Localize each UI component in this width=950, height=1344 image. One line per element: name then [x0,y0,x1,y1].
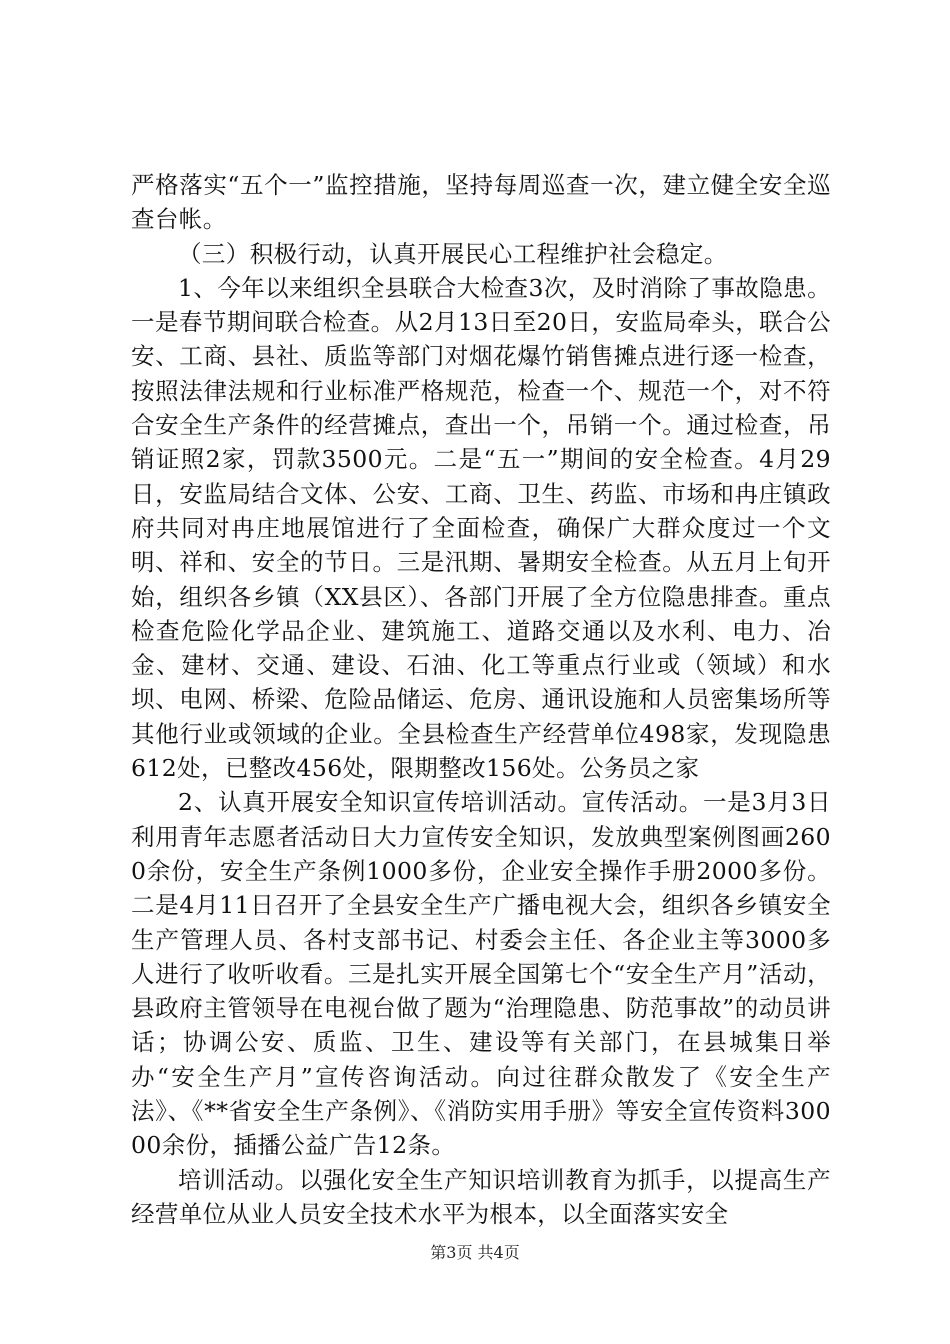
page-footer [0,1242,950,1264]
paragraph-publicity: 2、认真开展安全知识宣传培训活动。宣传活动。一是3月3日利用青年志愿者活动日大力宣传安全知识，发放典型案例图画2600余份，安全生产条例1000多份，企业安全操作手册2000多份。二是4月11日召开了全县安全生产广播电视大会，组织各乡镇安全生产管理人员、各村支部书记、村委会主任、各企业主等3000多人进行了收听收看。三是扎实开展全国第七个“安全生产月”活动，县政府主管领导在电视台做了题为“治理隐患、防范事故”的动员讲话；协调公安、质监、卫生、建设等有关部门，在县城集日举办“安全生产月”宣传咨询活动。向过往群众散发了《安全生产法》、《**省安全生产条例》、《消防实用手册》等安全宣传资料30000余份，插播公益广告12条。 [131,788,831,1160]
paragraph-inspection: 1、今年以来组织全县联合大检查3次，及时消除了事故隐患。一是春节期间联合检查。从2月13日至20日，安监局牵头，联合公安、工商、县社、质监等部门对烟花爆竹销售摊点进行逐一检查，按照法律法规和行业标准严格规范，检查一个、规范一个，对不符合安全生产条件的经营摊点，查出一个，吊销一个。通过检查，吊销证照2家，罚款3500元。二是“五一”期间的安全检查。4月29日，安监局结合文体、公安、工商、卫生、药监、市场和冉庄镇政府共同对冉庄地展馆进行了全面检查，确保广大群众度过一个文明、祥和、安全的节日。三是汛期、暑期安全检查。从五月上旬开始，组织各乡镇（XX县区）、各部门开展了全方位隐患排查。重点检查危险化学品企业、建筑施工、道路交通以及水利、电力、冶金、建材、交通、建设、石油、化工等重点行业或（领域）和水坝、电网、桥梁、危险品储运、危房、通讯设施和人员密集场所等其他行业或领域的企业。全县检查生产经营单位498家，发现隐患612处，已整改456处，限期整改156处。公务员之家 [131,273,831,783]
document-body [131,168,831,1231]
section-heading-3: （三）积极行动，认真开展民心工程维护社会稳定。 [178,239,728,268]
paragraph-1: 严格落实“五个一”监控措施，坚持每周巡查一次，建立健全安全巡查台帐。 [131,171,831,234]
paragraph-training: 培训活动。以强化安全生产知识培训教育为抓手，以提高生产经营单位从业人员安全技术水平为根本，以全面落实安全 [131,1165,831,1228]
page-number: 第3页 共4页 [430,1243,520,1262]
